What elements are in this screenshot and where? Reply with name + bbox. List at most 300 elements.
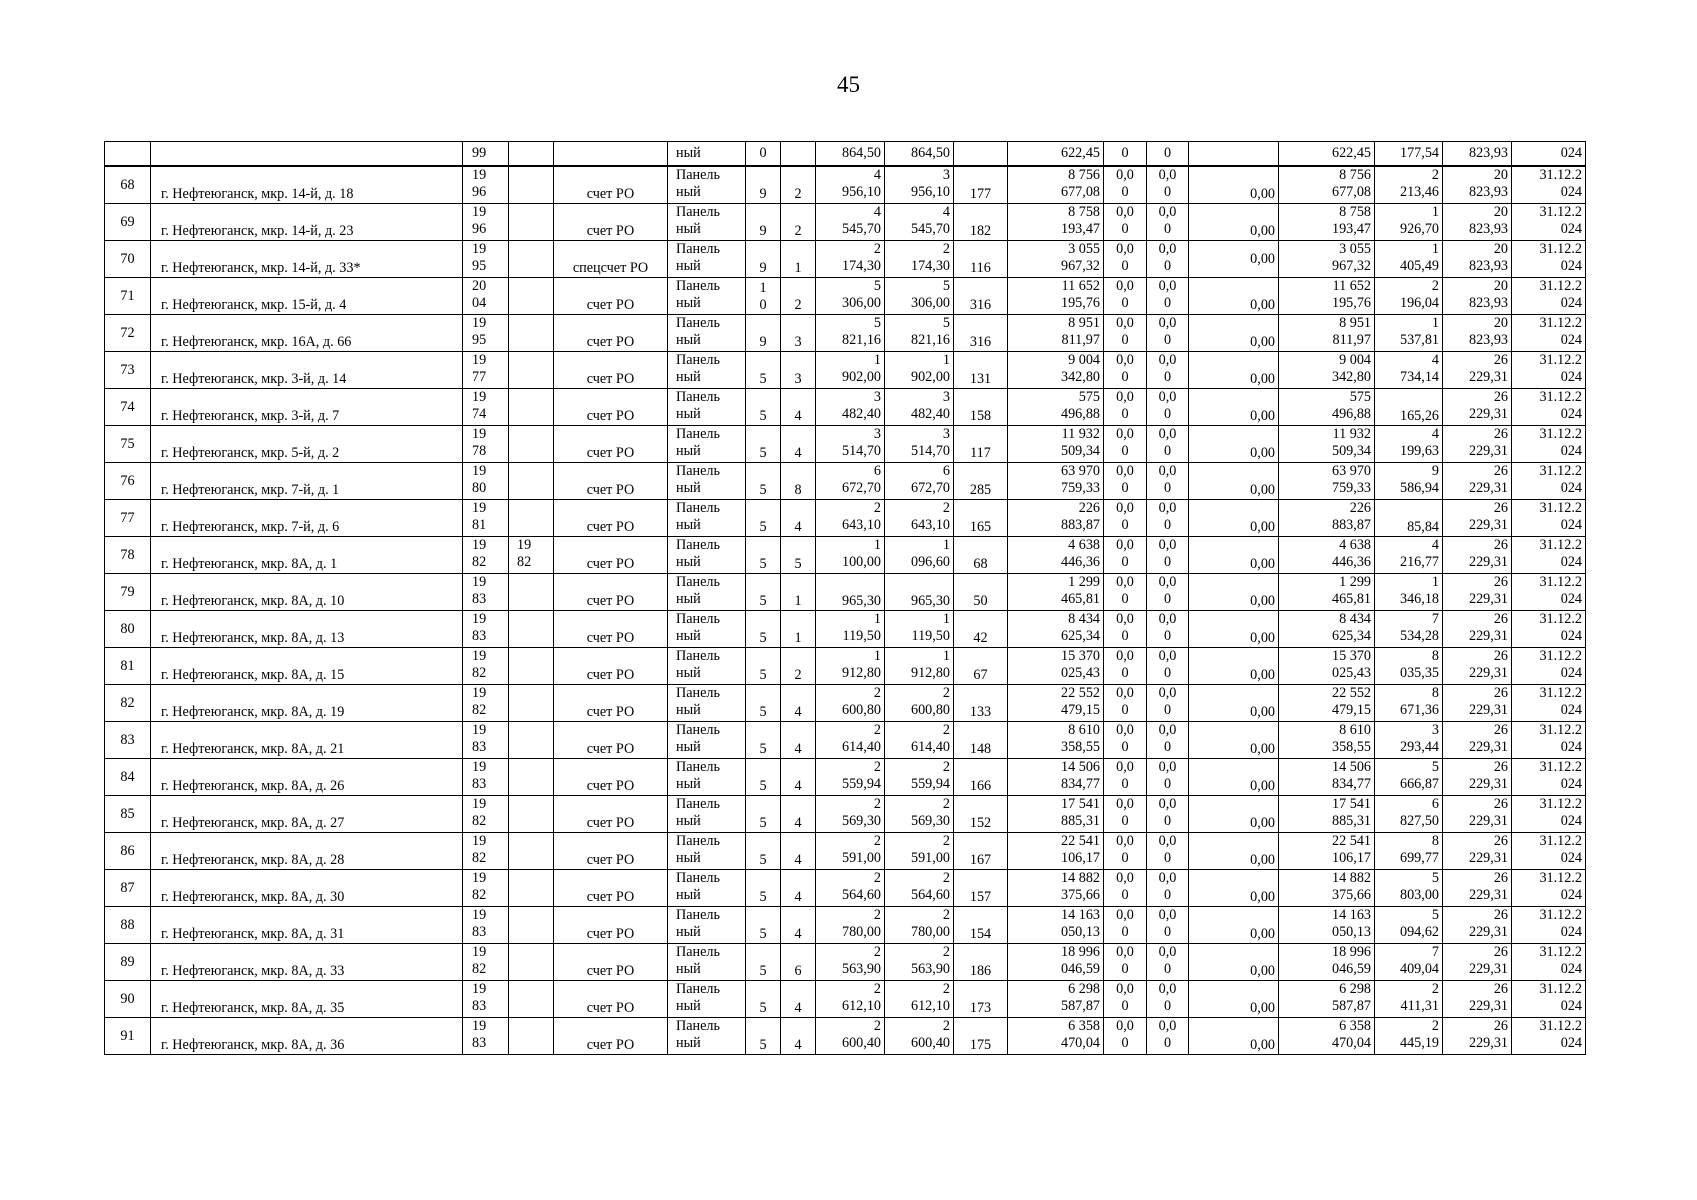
cell-account: счет РО: [554, 537, 668, 574]
cell-floors: 5: [746, 870, 781, 907]
cell-floors: 9: [746, 241, 781, 278]
cell-entrances: 4: [781, 1018, 816, 1055]
cell-address: г. Нефтеюганск, мкр. 8А, д. 31: [151, 907, 463, 944]
table-row: [105, 278, 1586, 315]
table-row: [105, 648, 1586, 685]
cell-residents: 154: [954, 907, 1008, 944]
cell-zero: 0,00: [1189, 981, 1279, 1018]
cell-z2: 0,0 0: [1147, 574, 1189, 611]
cell-account: счет РО: [554, 796, 668, 833]
cell-per-sqm: 4 216,77: [1375, 537, 1443, 574]
cell-limit: 20 823,93: [1443, 278, 1512, 315]
cell-z1: 0,0 0: [1104, 611, 1147, 648]
cell-year2: [509, 833, 554, 870]
cell-date: 31.12.2 024: [1512, 500, 1586, 537]
cell-account: счет РО: [554, 685, 668, 722]
cell-year: 19 82: [463, 796, 509, 833]
cell-year: 19 78: [463, 426, 509, 463]
cell-cost1: 18 996 046,59: [1008, 944, 1104, 981]
cell-address: г. Нефтеюганск, мкр. 3-й, д. 7: [151, 389, 463, 426]
cell-cost2: 575 496,88: [1279, 389, 1375, 426]
cell-zero: 0,00: [1189, 648, 1279, 685]
cell-zero: 0,00: [1189, 611, 1279, 648]
cell-cost1: 1 299 465,81: [1008, 574, 1104, 611]
cell-residents: 177: [954, 166, 1008, 204]
cell-account: счет РО: [554, 944, 668, 981]
cell-residents: 166: [954, 759, 1008, 796]
cell-date: 31.12.2 024: [1512, 611, 1586, 648]
cell-per-sqm: 7 534,28: [1375, 611, 1443, 648]
cell-material: Панель ный: [668, 1018, 746, 1055]
cell-residents: 285: [954, 463, 1008, 500]
cell-limit: 26 229,31: [1443, 1018, 1512, 1055]
cell-area2: 4 545,70: [885, 204, 954, 241]
cell-area1: 965,30: [816, 574, 885, 611]
cell-limit: 26 229,31: [1443, 352, 1512, 389]
cell-zero: 0,00: [1189, 241, 1279, 278]
cell-area2: 2 612,10: [885, 981, 954, 1018]
cell-residents: 158: [954, 389, 1008, 426]
cell-year2: [509, 759, 554, 796]
cell-limit: 26 229,31: [1443, 537, 1512, 574]
cell-z2: 0: [1147, 142, 1189, 167]
cell-date: 31.12.2 024: [1512, 204, 1586, 241]
cell-address: г. Нефтеюганск, мкр. 14-й, д. 18: [151, 166, 463, 204]
cell-year: 99: [463, 142, 509, 167]
cell-floors: 5: [746, 1018, 781, 1055]
cell-num: 70: [105, 241, 151, 278]
cell-cost2: 14 506 834,77: [1279, 759, 1375, 796]
cell-cost2: 226 883,87: [1279, 500, 1375, 537]
cell-address: г. Нефтеюганск, мкр. 14-й, д. 33*: [151, 241, 463, 278]
cell-limit: 26 229,31: [1443, 722, 1512, 759]
cell-date: 31.12.2 024: [1512, 241, 1586, 278]
cell-limit: 26 229,31: [1443, 981, 1512, 1018]
cell-material: Панель ный: [668, 574, 746, 611]
table-row: [105, 241, 1586, 278]
cell-limit: 26 229,31: [1443, 500, 1512, 537]
cell-material: Панель ный: [668, 759, 746, 796]
cell-material: Панель ный: [668, 833, 746, 870]
cell-residents: 165: [954, 500, 1008, 537]
cell-per-sqm: 5 666,87: [1375, 759, 1443, 796]
cell-z1: 0,0 0: [1104, 352, 1147, 389]
cell-zero: 0,00: [1189, 426, 1279, 463]
cell-residents: 175: [954, 1018, 1008, 1055]
cell-z1: 0,0 0: [1104, 944, 1147, 981]
cell-area1: 2 569,30: [816, 796, 885, 833]
table-row: [105, 426, 1586, 463]
cell-num: 85: [105, 796, 151, 833]
cell-z1: 0,0 0: [1104, 278, 1147, 315]
cell-entrances: 1: [781, 611, 816, 648]
cell-floors: 5: [746, 648, 781, 685]
cell-floors: 5: [746, 537, 781, 574]
cell-cost1: 3 055 967,32: [1008, 241, 1104, 278]
cell-year: 19 82: [463, 685, 509, 722]
cell-year2: [509, 463, 554, 500]
cell-num: [105, 142, 151, 167]
cell-material: Панель ный: [668, 315, 746, 352]
cell-year: 19 96: [463, 166, 509, 204]
cell-account: спецсчет РО: [554, 241, 668, 278]
cell-account: счет РО: [554, 722, 668, 759]
cell-year: 19 74: [463, 389, 509, 426]
cell-limit: 26 229,31: [1443, 648, 1512, 685]
cell-per-sqm: 2 213,46: [1375, 166, 1443, 204]
cell-residents: 50: [954, 574, 1008, 611]
cell-area2: 3 956,10: [885, 166, 954, 204]
cell-residents: 316: [954, 278, 1008, 315]
cell-address: г. Нефтеюганск, мкр. 5-й, д. 2: [151, 426, 463, 463]
cell-limit: 26 229,31: [1443, 389, 1512, 426]
cell-z1: 0,0 0: [1104, 241, 1147, 278]
cell-entrances: 4: [781, 389, 816, 426]
cell-zero: 0,00: [1189, 759, 1279, 796]
cell-cost2: 22 541 106,17: [1279, 833, 1375, 870]
table-row: [105, 611, 1586, 648]
cell-area2: 2 614,40: [885, 722, 954, 759]
cell-address: г. Нефтеюганск, мкр. 8А, д. 1: [151, 537, 463, 574]
cell-year: 19 82: [463, 870, 509, 907]
cell-limit: 26 229,31: [1443, 870, 1512, 907]
cell-account: счет РО: [554, 500, 668, 537]
cell-material: Панель ный: [668, 944, 746, 981]
cell-z1: 0,0 0: [1104, 981, 1147, 1018]
cell-cost2: 8 951 811,97: [1279, 315, 1375, 352]
cell-residents: 117: [954, 426, 1008, 463]
cell-per-sqm: 8 035,35: [1375, 648, 1443, 685]
cell-zero: 0,00: [1189, 944, 1279, 981]
cell-zero: 0,00: [1189, 315, 1279, 352]
table-row: [105, 907, 1586, 944]
cell-area1: 3 482,40: [816, 389, 885, 426]
cell-entrances: [781, 142, 816, 167]
cell-num: 86: [105, 833, 151, 870]
cell-residents: 68: [954, 537, 1008, 574]
cell-z1: 0,0 0: [1104, 722, 1147, 759]
cell-material: Панель ный: [668, 537, 746, 574]
cell-year2: [509, 944, 554, 981]
cell-z2: 0,0 0: [1147, 1018, 1189, 1055]
cell-num: 84: [105, 759, 151, 796]
cell-entrances: 4: [781, 833, 816, 870]
cell-residents: 67: [954, 648, 1008, 685]
cell-area1: 864,50: [816, 142, 885, 167]
cell-residents: 186: [954, 944, 1008, 981]
cell-cost1: 14 882 375,66: [1008, 870, 1104, 907]
cell-year2: [509, 278, 554, 315]
cell-num: 77: [105, 500, 151, 537]
cell-limit: 20 823,93: [1443, 241, 1512, 278]
cell-z1: 0,0 0: [1104, 870, 1147, 907]
cell-residents: 148: [954, 722, 1008, 759]
cell-per-sqm: 1 405,49: [1375, 241, 1443, 278]
cell-address: г. Нефтеюганск, мкр. 14-й, д. 23: [151, 204, 463, 241]
cell-z1: 0,0 0: [1104, 166, 1147, 204]
cell-address: г. Нефтеюганск, мкр. 7-й, д. 1: [151, 463, 463, 500]
cell-z2: 0,0 0: [1147, 241, 1189, 278]
cell-per-sqm: 177,54: [1375, 142, 1443, 167]
cell-num: 87: [105, 870, 151, 907]
cell-zero: 0,00: [1189, 1018, 1279, 1055]
cell-area2: 3 482,40: [885, 389, 954, 426]
cell-entrances: 5: [781, 537, 816, 574]
cell-limit: 823,93: [1443, 142, 1512, 167]
cell-cost2: 15 370 025,43: [1279, 648, 1375, 685]
cell-year2: [509, 142, 554, 167]
cell-z1: 0,0 0: [1104, 537, 1147, 574]
cell-area1: 2 614,40: [816, 722, 885, 759]
cell-area2: 5 306,00: [885, 278, 954, 315]
cell-z2: 0,0 0: [1147, 722, 1189, 759]
cell-per-sqm: 1 537,81: [1375, 315, 1443, 352]
cell-account: счет РО: [554, 833, 668, 870]
cell-account: счет РО: [554, 1018, 668, 1055]
cell-residents: 152: [954, 796, 1008, 833]
cell-cost2: 6 358 470,04: [1279, 1018, 1375, 1055]
cell-material: Панель ный: [668, 166, 746, 204]
cell-zero: 0,00: [1189, 796, 1279, 833]
cell-num: 89: [105, 944, 151, 981]
cell-num: 75: [105, 426, 151, 463]
cell-z1: 0,0 0: [1104, 648, 1147, 685]
cell-limit: 26 229,31: [1443, 944, 1512, 981]
cell-year: 19 82: [463, 648, 509, 685]
cell-cost1: 622,45: [1008, 142, 1104, 167]
cell-cost2: 17 541 885,31: [1279, 796, 1375, 833]
cell-zero: 0,00: [1189, 685, 1279, 722]
cell-floors: 0: [746, 142, 781, 167]
cell-floors: 5: [746, 759, 781, 796]
cell-floors: 9: [746, 204, 781, 241]
cell-floors: 5: [746, 463, 781, 500]
cell-cost1: 9 004 342,80: [1008, 352, 1104, 389]
cell-account: счет РО: [554, 389, 668, 426]
table-row: [105, 537, 1586, 574]
cell-zero: 0,00: [1189, 500, 1279, 537]
cell-num: 90: [105, 981, 151, 1018]
cell-area2: 2 569,30: [885, 796, 954, 833]
cell-num: 71: [105, 278, 151, 315]
cell-limit: 20 823,93: [1443, 204, 1512, 241]
cell-entrances: 2: [781, 278, 816, 315]
cell-cost1: 6 358 470,04: [1008, 1018, 1104, 1055]
cell-limit: 26 229,31: [1443, 685, 1512, 722]
cell-material: Панель ный: [668, 907, 746, 944]
cell-per-sqm: 165,26: [1375, 389, 1443, 426]
cell-date: 31.12.2 024: [1512, 796, 1586, 833]
cell-residents: 167: [954, 833, 1008, 870]
page-number: 45: [837, 72, 860, 97]
cell-z1: 0,0 0: [1104, 315, 1147, 352]
cell-entrances: 4: [781, 907, 816, 944]
table-row: [105, 574, 1586, 611]
cell-entrances: 2: [781, 648, 816, 685]
cell-num: 73: [105, 352, 151, 389]
cell-cost1: 11 932 509,34: [1008, 426, 1104, 463]
cell-cost2: 8 434 625,34: [1279, 611, 1375, 648]
cell-cost1: 11 652 195,76: [1008, 278, 1104, 315]
cell-year2: [509, 166, 554, 204]
cell-year2: [509, 870, 554, 907]
cell-account: счет РО: [554, 166, 668, 204]
table-row: [105, 166, 1586, 204]
cell-material: ный: [668, 142, 746, 167]
cell-num: 91: [105, 1018, 151, 1055]
cell-per-sqm: 3 293,44: [1375, 722, 1443, 759]
table-row: [105, 759, 1586, 796]
cell-entrances: 4: [781, 722, 816, 759]
cell-num: 80: [105, 611, 151, 648]
cell-date: 31.12.2 024: [1512, 166, 1586, 204]
cell-z1: 0,0 0: [1104, 685, 1147, 722]
cell-year: 19 83: [463, 574, 509, 611]
cell-per-sqm: 1 926,70: [1375, 204, 1443, 241]
cell-date: 31.12.2 024: [1512, 722, 1586, 759]
cell-per-sqm: 7 409,04: [1375, 944, 1443, 981]
cell-z2: 0,0 0: [1147, 537, 1189, 574]
table-row: [105, 833, 1586, 870]
cell-cost1: 22 541 106,17: [1008, 833, 1104, 870]
cell-area1: 5 821,16: [816, 315, 885, 352]
cell-cost2: 63 970 759,33: [1279, 463, 1375, 500]
cell-entrances: 4: [781, 870, 816, 907]
cell-floors: 9: [746, 315, 781, 352]
cell-residents: 157: [954, 870, 1008, 907]
cell-area2: 2 600,40: [885, 1018, 954, 1055]
cell-area2: 1 119,50: [885, 611, 954, 648]
cell-limit: 26 229,31: [1443, 611, 1512, 648]
table-row: [105, 352, 1586, 389]
cell-address: г. Нефтеюганск, мкр. 8А, д. 30: [151, 870, 463, 907]
cell-per-sqm: 5 803,00: [1375, 870, 1443, 907]
table-row: [105, 204, 1586, 241]
cell-limit: 26 229,31: [1443, 907, 1512, 944]
cell-date: 31.12.2 024: [1512, 463, 1586, 500]
cell-account: счет РО: [554, 759, 668, 796]
cell-date: 31.12.2 024: [1512, 944, 1586, 981]
cell-area2: 2 559,94: [885, 759, 954, 796]
cell-material: Панель ный: [668, 648, 746, 685]
cell-num: 83: [105, 722, 151, 759]
cell-z2: 0,0 0: [1147, 278, 1189, 315]
cell-date: 31.12.2 024: [1512, 426, 1586, 463]
cell-date: 31.12.2 024: [1512, 315, 1586, 352]
cell-z2: 0,0 0: [1147, 204, 1189, 241]
cell-num: 78: [105, 537, 151, 574]
cell-area1: 2 612,10: [816, 981, 885, 1018]
cell-residents: 182: [954, 204, 1008, 241]
cell-year2: [509, 907, 554, 944]
cell-year2: [509, 1018, 554, 1055]
cell-limit: 26 229,31: [1443, 833, 1512, 870]
cell-year: 19 80: [463, 463, 509, 500]
cell-area1: 1 100,00: [816, 537, 885, 574]
cell-account: счет РО: [554, 574, 668, 611]
cell-address: г. Нефтеюганск, мкр. 8А, д. 35: [151, 981, 463, 1018]
cell-area1: 4 956,10: [816, 166, 885, 204]
cell-area1: 6 672,70: [816, 463, 885, 500]
cell-account: счет РО: [554, 278, 668, 315]
cell-area2: 2 780,00: [885, 907, 954, 944]
cell-address: г. Нефтеюганск, мкр. 8А, д. 10: [151, 574, 463, 611]
cell-zero: 0,00: [1189, 870, 1279, 907]
cell-cost1: 575 496,88: [1008, 389, 1104, 426]
cell-year: 19 83: [463, 759, 509, 796]
housing-registry-table: [104, 141, 1586, 1055]
cell-per-sqm: 2 196,04: [1375, 278, 1443, 315]
cell-date: 31.12.2 024: [1512, 352, 1586, 389]
cell-entrances: 1: [781, 241, 816, 278]
cell-area2: 1 912,80: [885, 648, 954, 685]
cell-cost2: 8 756 677,08: [1279, 166, 1375, 204]
cell-area2: 6 672,70: [885, 463, 954, 500]
table-row: [105, 389, 1586, 426]
cell-account: счет РО: [554, 611, 668, 648]
cell-zero: 0,00: [1189, 166, 1279, 204]
cell-date: 31.12.2 024: [1512, 648, 1586, 685]
cell-address: г. Нефтеюганск, мкр. 8А, д. 13: [151, 611, 463, 648]
cell-cost2: 1 299 465,81: [1279, 574, 1375, 611]
cell-residents: [954, 142, 1008, 167]
cell-z2: 0,0 0: [1147, 500, 1189, 537]
cell-area2: 2 591,00: [885, 833, 954, 870]
cell-cost2: 22 552 479,15: [1279, 685, 1375, 722]
cell-material: Панель ный: [668, 204, 746, 241]
cell-year2: [509, 611, 554, 648]
cell-material: Панель ный: [668, 426, 746, 463]
cell-material: Панель ный: [668, 463, 746, 500]
cell-entrances: 4: [781, 685, 816, 722]
cell-area2: 965,30: [885, 574, 954, 611]
cell-per-sqm: 8 699,77: [1375, 833, 1443, 870]
cell-limit: 26 229,31: [1443, 463, 1512, 500]
cell-year2: [509, 426, 554, 463]
cell-floors: 5: [746, 796, 781, 833]
cell-cost1: 14 506 834,77: [1008, 759, 1104, 796]
cell-date: 31.12.2 024: [1512, 907, 1586, 944]
cell-cost2: 9 004 342,80: [1279, 352, 1375, 389]
cell-area2: 2 600,80: [885, 685, 954, 722]
table-row: [105, 500, 1586, 537]
cell-year: 19 83: [463, 611, 509, 648]
cell-cost1: 8 758 193,47: [1008, 204, 1104, 241]
cell-entrances: 4: [781, 500, 816, 537]
cell-entrances: 4: [781, 796, 816, 833]
cell-year2: [509, 722, 554, 759]
cell-z1: 0,0 0: [1104, 907, 1147, 944]
cell-zero: 0,00: [1189, 907, 1279, 944]
cell-cost2: 14 882 375,66: [1279, 870, 1375, 907]
cell-cost2: 18 996 046,59: [1279, 944, 1375, 981]
cell-material: Панель ный: [668, 389, 746, 426]
cell-address: г. Нефтеюганск, мкр. 8А, д. 36: [151, 1018, 463, 1055]
cell-residents: 131: [954, 352, 1008, 389]
cell-cost2: 14 163 050,13: [1279, 907, 1375, 944]
table-row: [105, 944, 1586, 981]
cell-material: Панель ный: [668, 685, 746, 722]
cell-zero: 0,00: [1189, 574, 1279, 611]
cell-cost2: 6 298 587,87: [1279, 981, 1375, 1018]
cell-cost1: 17 541 885,31: [1008, 796, 1104, 833]
cell-date: 31.12.2 024: [1512, 685, 1586, 722]
cell-year2: 19 82: [509, 537, 554, 574]
cell-zero: 0,00: [1189, 389, 1279, 426]
cell-address: г. Нефтеюганск, мкр. 16А, д. 66: [151, 315, 463, 352]
cell-floors: 5: [746, 389, 781, 426]
table-row: [105, 315, 1586, 352]
